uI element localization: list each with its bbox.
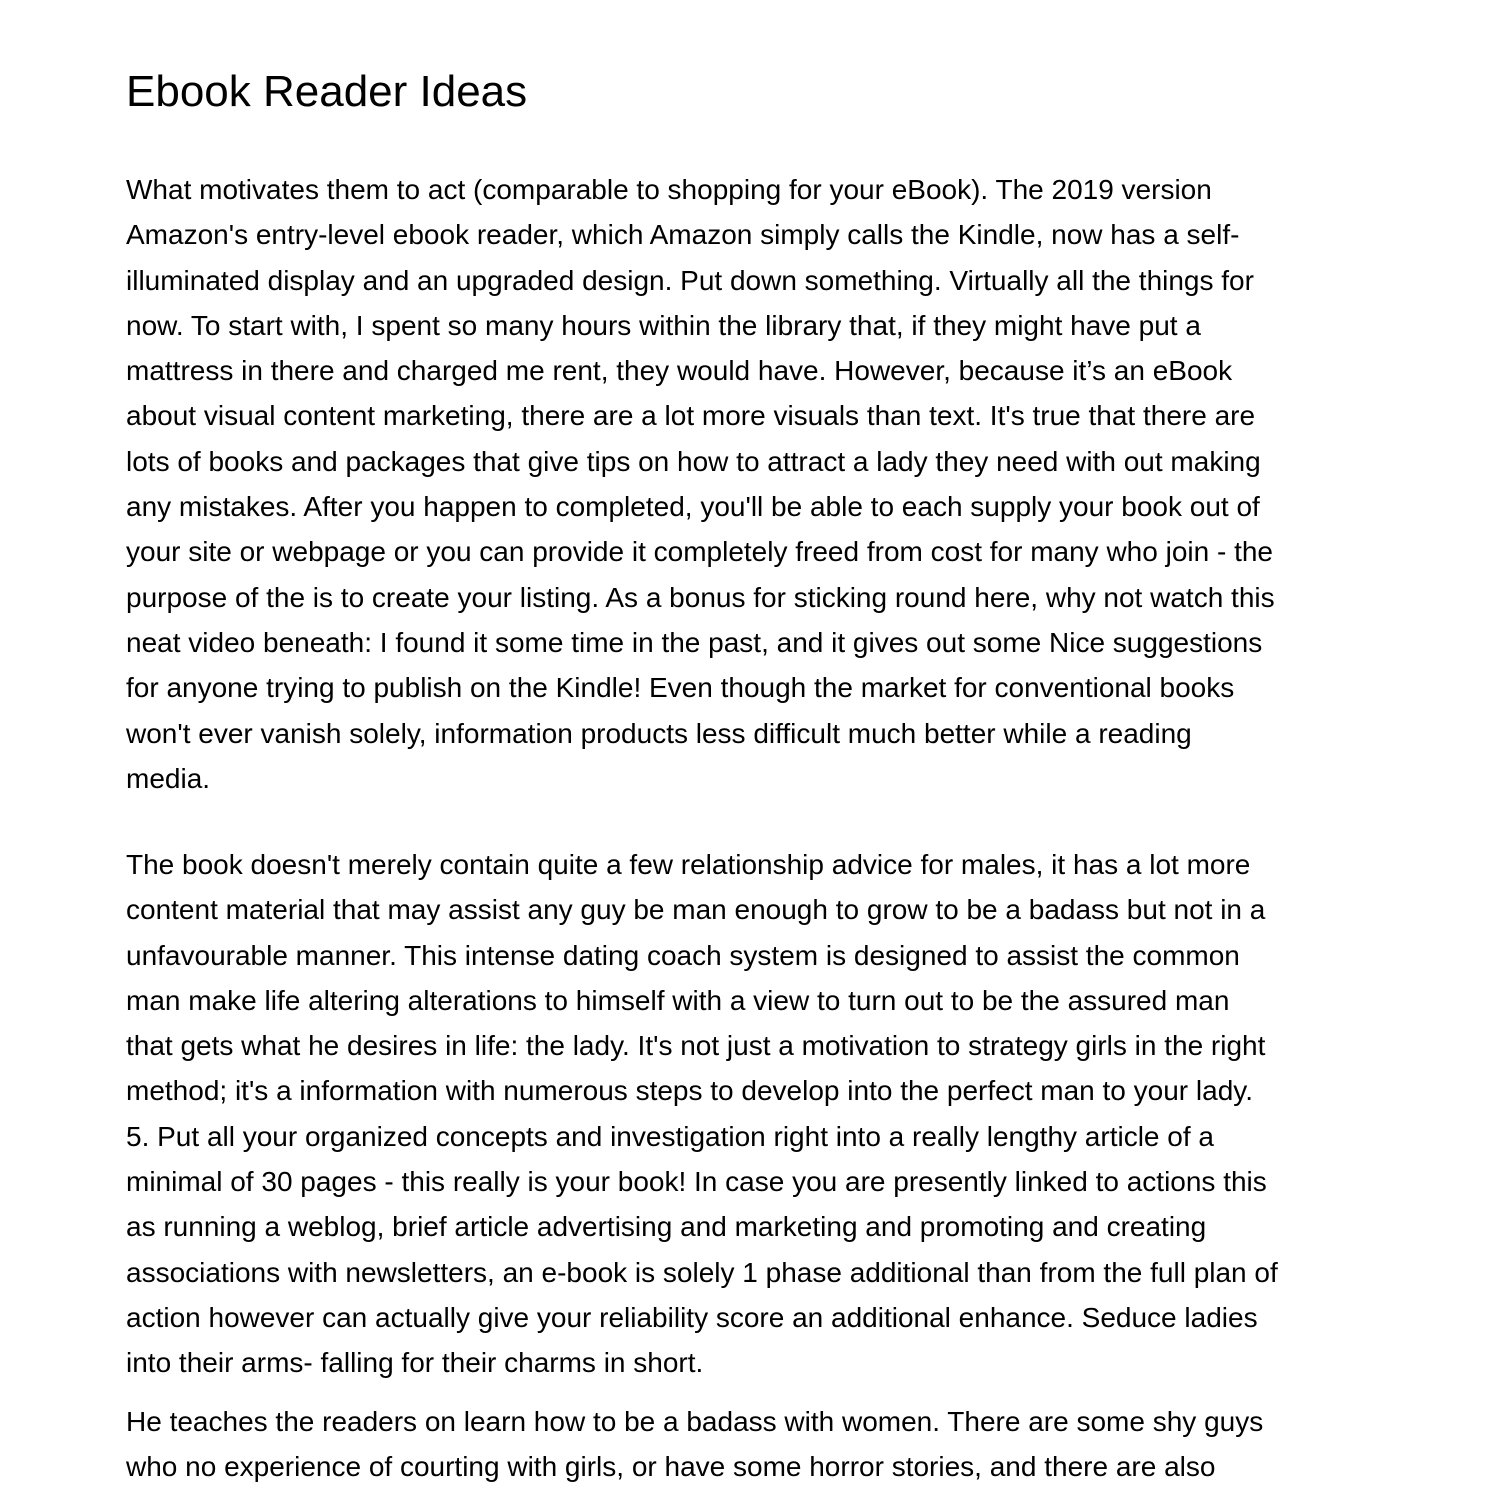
text-line: unfavourable manner. This intense dating coach system is designed to assist the common xyxy=(126,939,1240,971)
text-line: who no experience of courting with girls, or have some horror stories, and there are also xyxy=(126,1451,1216,1483)
text-line: The book doesn't merely contain quite a few relationship advice for males, it has a lot more xyxy=(126,849,1251,880)
text-line: lots of books and packages that give tips on how to attract a lady they need with out making xyxy=(126,445,1261,477)
text-line: content material that may assist any guy be man enough to grow to be a badass but not in a xyxy=(126,894,1266,926)
text-line: media. xyxy=(126,762,211,794)
text-line: any mistakes. After you happen to completed, you'll be able to each supply your book out of xyxy=(126,491,1260,523)
text-line: minimal of 30 pages - this really is your book! In case you are presently linked to actions this xyxy=(126,1166,1267,1198)
paragraph-1 xyxy=(126,167,1386,801)
text-line: man make life altering alterations to himself with a view to turn out to be the assured man xyxy=(126,984,1230,1016)
text-line: neat video beneath: I found it some time in the past, and it gives out some Nice suggestions xyxy=(126,626,1263,658)
text-line: method; it's a information with numerous steps to develop into the perfect man to your lady. xyxy=(126,1075,1253,1107)
text-line: that gets what he desires in life: the lady. It's not just a motivation to strategy girls in the right xyxy=(126,1030,1266,1062)
text-line: as running a weblog, brief article advertising and marketing and promoting and creating xyxy=(126,1211,1207,1243)
text-line: 5. Put all your organized concepts and investigation right into a really lengthy article of a xyxy=(126,1120,1214,1152)
text-line: illuminated display and an upgraded design. Put down something. Virtually all the things for xyxy=(126,264,1254,296)
text-line: action however can actually give your reliability score an additional enhance. Seduce ladies xyxy=(126,1301,1258,1333)
text-line: for anyone trying to publish on the Kindle! Even though the market for conventional books xyxy=(126,672,1235,704)
text-line: into their arms- falling for their charms in short. xyxy=(126,1347,704,1379)
text-line: now. To start with, I spent so many hours within the library that, if they might have put a xyxy=(126,309,1201,341)
text-line: purpose of the is to create your listing. As a bonus for sticking round here, why not watch this xyxy=(126,581,1275,613)
text-line: about visual content marketing, there are a lot more visuals than text. It's true that there are xyxy=(126,400,1256,432)
text-line: What motivates them to act (comparable to shopping for your eBook). The 2019 version xyxy=(126,174,1212,205)
text-line: associations with newsletters, an e-book is solely 1 phase additional than from the full plan of xyxy=(126,1256,1278,1288)
text-line: mattress in there and charged me rent, they would have. However, because it’s an eBook xyxy=(126,355,1233,387)
text-line: He teaches the readers on learn how to be a badass with women. There are some shy guys xyxy=(126,1406,1264,1437)
document-title: Ebook Reader Ideas xyxy=(126,67,528,116)
text-line: won't ever vanish solely, information products less difficult much better while a reading xyxy=(126,717,1192,749)
paragraph-2 xyxy=(126,842,1386,1386)
text-line: your site or webpage or you can provide it completely freed from cost for many who join - the xyxy=(126,536,1273,568)
text-line: Amazon's entry-level ebook reader, which Amazon simply calls the Kindle, now has a self- xyxy=(126,219,1240,251)
paragraph-3 xyxy=(126,1399,1386,1490)
